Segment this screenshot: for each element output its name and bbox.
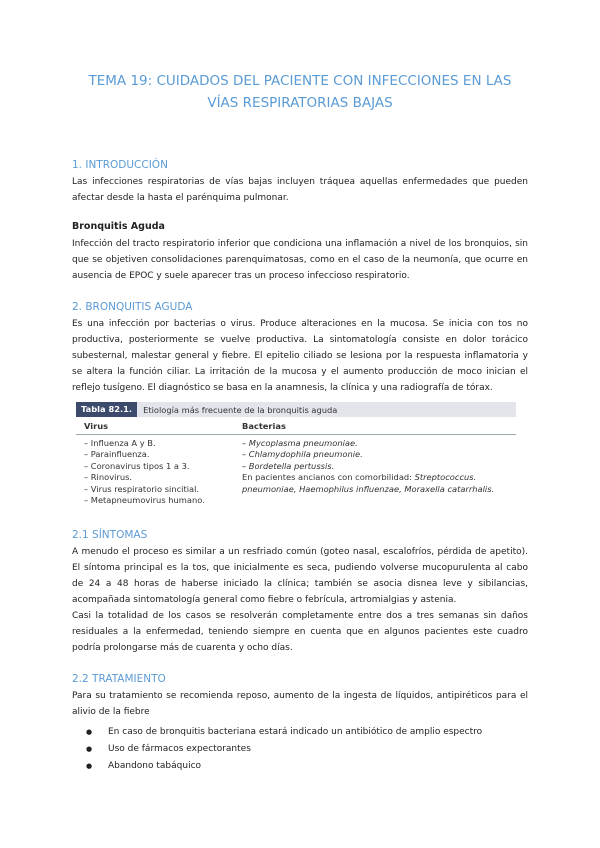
table-caption: Etiología más frecuente de la bronquitis aguda — [143, 404, 338, 415]
ancianos-species-2: pneumoniae, Haemophilus influenzae, Moraxella catarrhalis. — [242, 483, 495, 494]
sintomas-paragraph-1: A menudo el proceso es similar a un resfriado común (goteo nasal, escalofríos, pérdida de apetito). El síntoma principal es la tos, que inicialmente es seca, pudiendo volverse mucopurulenta al cabo de 24 a 48 horas de haberse iniciado la clínica; también se asocia disnea leve y sibilancias, acompañada sintomatología general como fiebre o febrícula, artromialgias y astenia. — [72, 547, 528, 606]
ancianos-prefix: En pacientes ancianos con comorbilidad: — [242, 472, 415, 483]
bronquitis-definition: Infección del tracto respiratorio inferior que condiciona una inflamación a nivel de los bronquios, sin que se objetiven consolidaciones parenquimatosas, como en el caso de la neumonía, que ocurre en ausencia de EPOC y suele aparecer tras un proceso infeccioso respiratorio. — [72, 239, 528, 281]
bacteria-item: – Chlamydophila pneumonie. — [242, 449, 363, 460]
ancianos-species-1: Streptococcus. — [414, 472, 477, 483]
virus-item: – Virus respiratorio sincitial. — [84, 483, 200, 494]
table-label: Tabla 82.1. — [76, 402, 137, 417]
list-item: ● En caso de bronquitis bacteriana estará indicado un antibiótico de amplio espectro — [72, 724, 528, 741]
heading-bronquitis-aguda: 2. BRONQUITIS AGUDA — [72, 301, 193, 313]
title-line-2: VÍAS RESPIRATORIAS BAJAS — [207, 95, 393, 111]
page-title — [72, 70, 528, 114]
intro-paragraph: Las infecciones respiratorias de vías bajas incluyen tráquea aquellas enfermedades que pueden afectar desde la hasta el parénquima pulmonar. — [72, 177, 528, 203]
table-header — [76, 417, 516, 435]
bacteria-item: – Mycoplasma pneumoniae. — [242, 438, 358, 448]
heading-sintomas: 2.1 SÍNTOMAS — [72, 529, 148, 542]
virus-item: – Metapneumovirus humano. — [84, 495, 205, 506]
table-body — [76, 435, 516, 506]
table-caption-bar — [76, 402, 516, 417]
virus-item: – Influenza A y B. — [84, 438, 156, 448]
bacterias-list — [242, 438, 512, 506]
virus-item: – Parainfluenza. — [84, 449, 150, 460]
tratamiento-paragraph: Para su tratamiento se recomienda reposo, aumento de la ingesta de líquidos, antipiréticos para el alivio de la fiebre — [72, 691, 528, 718]
tratamiento-list — [72, 724, 528, 775]
bronquitis-paragraph: Es una infección por bacterias o virus. Produce alteraciones en la mucosa. Se inicia con tos no productiva, posteriormente se vuelve productiva. La sintomatología consiste en dolor torácico subesternal, malestar general y fiebre. El epitelio ciliado se lesiona por la respuesta inflamatoria y se altera la función ciliar. La irritación de la mucosa y el aumento producción de moco inician el reflejo tusígeno. El diagnóstico se basa en la anamnesis, la clínica y una radiografía de tórax. — [72, 319, 528, 393]
bacteria-item: – Bordetella pertussis. — [242, 460, 335, 471]
sintomas-paragraph-2: Casi la totalidad de los casos se resolverán completamente entre dos a tres semanas sin daños residuales a la enfermedad, teniendo siempre en cuenta que en algunos pacientes este cuadro podría prolongarse más de cuarenta y ocho días. — [72, 611, 528, 654]
col-header-virus: Virus — [84, 421, 109, 431]
document-page — [72, 0, 528, 775]
virus-item: – Coronavirus tipos 1 a 3. — [84, 460, 190, 471]
list-item: ● Abandono tabáquico — [72, 758, 528, 775]
bacteria-ancianos — [242, 472, 512, 483]
heading-tratamiento: 2.2 TRATAMIENTO — [72, 673, 166, 686]
col-header-bacterias: Bacterias — [242, 421, 286, 431]
title-line-1: TEMA 19: CUIDADOS DEL PACIENTE CON INFECCIONES EN LAS — [88, 73, 512, 89]
list-item: ● Uso de fármacos expectorantes — [72, 741, 528, 758]
etiology-table — [76, 402, 516, 506]
heading-introduccion: 1. INTRODUCCIÓN — [72, 159, 168, 171]
subheading-bronquitis-aguda: Bronquitis Aguda — [72, 221, 165, 232]
virus-list — [84, 438, 242, 506]
virus-item: – Rinovirus. — [84, 472, 133, 483]
